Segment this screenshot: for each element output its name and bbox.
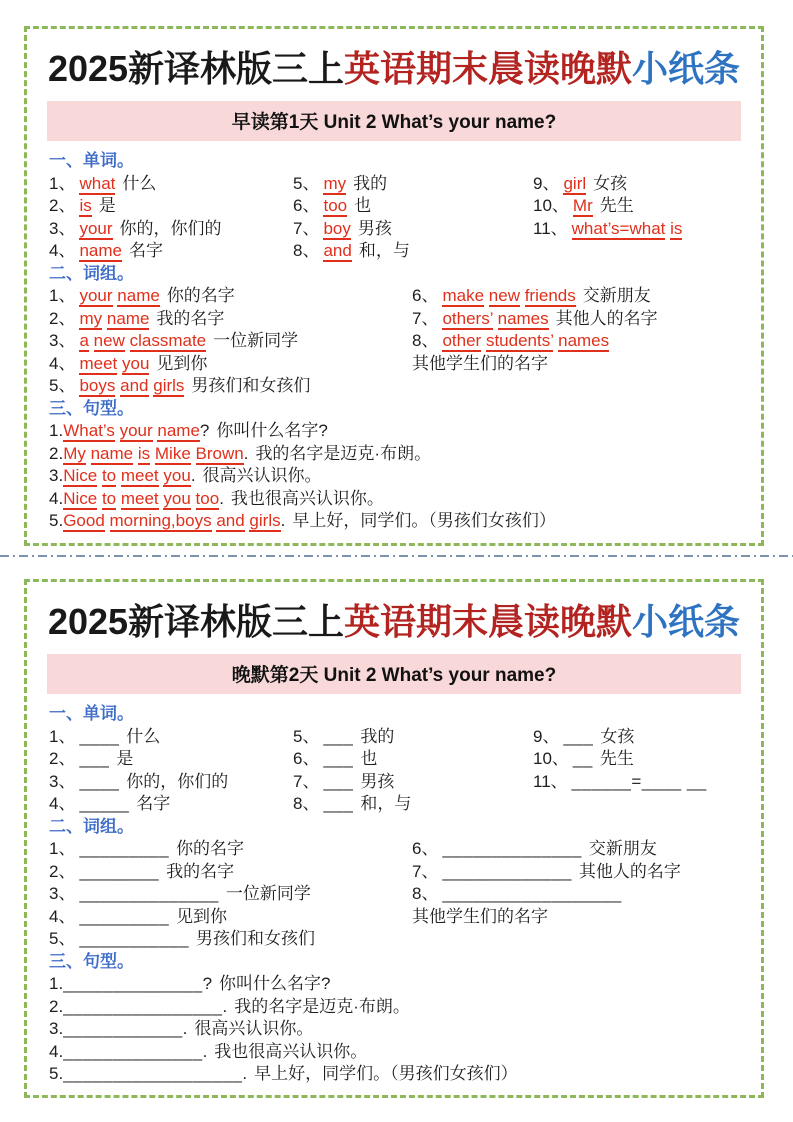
answer-blank: ________ bbox=[79, 861, 160, 881]
word-item bbox=[49, 726, 293, 749]
chinese-meaning: 我也很高兴认识你。 bbox=[230, 488, 384, 508]
item-number: 1. bbox=[49, 421, 64, 441]
item-number: 5. bbox=[49, 511, 64, 531]
phrase-item bbox=[49, 838, 412, 861]
item-number: 2、 bbox=[49, 308, 76, 328]
underlined-word: friends bbox=[524, 286, 576, 306]
chinese-meaning: 我的名字 bbox=[166, 861, 235, 881]
answer-blank: ______________ bbox=[442, 839, 582, 859]
word-item bbox=[293, 793, 533, 816]
answer-blank: ____ bbox=[79, 726, 120, 746]
item-number: 10、 bbox=[533, 196, 569, 216]
words-column bbox=[49, 726, 293, 816]
words-grid bbox=[49, 173, 749, 263]
underlined-word: girls bbox=[153, 376, 185, 396]
phrase-item bbox=[49, 375, 412, 398]
chinese-meaning: 和，与 bbox=[360, 794, 412, 814]
phrase-item bbox=[412, 883, 749, 906]
english-answer bbox=[79, 219, 112, 240]
underlined-word: to bbox=[101, 466, 117, 486]
underlined-word: is bbox=[137, 443, 151, 463]
underlined-word: Brown bbox=[195, 443, 244, 463]
word-item bbox=[49, 240, 293, 263]
sentences-list bbox=[49, 973, 749, 1086]
underlined-word: and bbox=[216, 511, 245, 531]
english-answer bbox=[79, 286, 159, 307]
phrase-item bbox=[412, 838, 749, 861]
chinese-meaning: 你叫什么名字? bbox=[219, 974, 331, 994]
chinese-continuation: 其他学生们的名字 bbox=[412, 906, 548, 926]
underlined-word: is bbox=[79, 196, 92, 216]
item-number: 1、 bbox=[49, 173, 76, 193]
phrases-heading: 二、词组。 bbox=[49, 816, 134, 836]
item-number: 1、 bbox=[49, 286, 76, 306]
answer-blank: _____________ bbox=[442, 861, 572, 881]
section-banner: 早读第1天 Unit 2 What’s your name? bbox=[47, 101, 741, 141]
underlined-word: meet bbox=[120, 488, 159, 508]
answer-blank: ___________ bbox=[79, 929, 189, 949]
answer-blank: ______________ bbox=[63, 974, 203, 994]
word-item bbox=[293, 218, 533, 241]
english-answer bbox=[442, 309, 548, 330]
underlined-word: girl bbox=[563, 173, 587, 193]
item-number: 2、 bbox=[49, 861, 76, 881]
word-item bbox=[293, 748, 533, 771]
underlined-word: names bbox=[558, 331, 610, 351]
underlined-word: names bbox=[497, 308, 549, 328]
phrase-item bbox=[49, 353, 412, 376]
item-number: 3. bbox=[49, 1019, 64, 1039]
item-number: 4、 bbox=[49, 906, 76, 926]
english-answer bbox=[63, 511, 280, 532]
underlined-word: meet bbox=[79, 353, 118, 373]
words-column bbox=[293, 726, 533, 816]
chinese-continuation: 其他学生们的名字 bbox=[412, 353, 548, 373]
chinese-meaning: 是 bbox=[98, 196, 116, 216]
phrase-item bbox=[412, 330, 749, 353]
word-item bbox=[49, 218, 293, 241]
word-item bbox=[49, 771, 293, 794]
phrases-column bbox=[49, 285, 412, 398]
chinese-meaning: 什么 bbox=[122, 173, 157, 193]
english-answer bbox=[323, 196, 347, 217]
chinese-meaning: 很高兴认识你。 bbox=[194, 1019, 314, 1039]
english-answer bbox=[323, 219, 350, 240]
words-heading: 一、单词。 bbox=[49, 151, 134, 171]
sentence-punctuation: . bbox=[202, 1041, 208, 1061]
item-number: 6、 bbox=[293, 196, 320, 216]
english-answer bbox=[79, 376, 184, 397]
chinese-meaning: 早上好，同学们。（男孩们女孩们） bbox=[292, 511, 556, 531]
chinese-meaning: 你叫什么名字? bbox=[216, 421, 328, 441]
answer-blank: ___ bbox=[323, 794, 354, 814]
chinese-meaning: 一位新同学 bbox=[225, 884, 311, 904]
underlined-word: name bbox=[90, 443, 134, 463]
answer-blank: ___ bbox=[323, 771, 354, 791]
word-item bbox=[533, 748, 749, 771]
item-number: 6、 bbox=[293, 749, 320, 769]
sentences-heading: 三、句型。 bbox=[49, 951, 134, 971]
answer-blank: _________ bbox=[79, 906, 170, 926]
chinese-meaning: 男孩 bbox=[357, 218, 392, 238]
phrases-column bbox=[412, 285, 749, 398]
sentence-punctuation: . bbox=[182, 1019, 188, 1039]
item-number: 2、 bbox=[49, 749, 76, 769]
title-part-note: 小纸条 bbox=[632, 601, 741, 642]
underlined-word: meet bbox=[120, 466, 159, 486]
english-answer bbox=[573, 196, 593, 217]
worksheet-card-morning bbox=[24, 26, 764, 546]
cut-line-divider bbox=[0, 555, 793, 557]
chinese-meaning: 见到你 bbox=[156, 353, 208, 373]
chinese-meaning: 我也很高兴认识你。 bbox=[214, 1041, 368, 1061]
chinese-meaning: 交新朋友 bbox=[588, 839, 657, 859]
underlined-word: too bbox=[323, 196, 348, 216]
answer-blank: __________________ bbox=[442, 884, 622, 904]
word-item bbox=[293, 195, 533, 218]
item-number: 8、 bbox=[412, 884, 439, 904]
english-answer bbox=[79, 241, 122, 262]
chinese-meaning: 是 bbox=[116, 749, 134, 769]
phrase-item bbox=[49, 928, 412, 951]
section-banner: 晚默第2天 Unit 2 What’s your name? bbox=[47, 654, 741, 694]
phrase-item bbox=[49, 906, 412, 929]
chinese-meaning: 名字 bbox=[136, 794, 171, 814]
chinese-meaning: 先生 bbox=[599, 749, 634, 769]
sentence-punctuation: ? bbox=[202, 974, 213, 994]
underlined-word: my bbox=[323, 173, 347, 193]
word-item bbox=[49, 173, 293, 196]
english-answer bbox=[572, 219, 683, 240]
english-answer bbox=[79, 196, 91, 217]
underlined-word: name bbox=[79, 241, 122, 261]
word-item bbox=[533, 173, 749, 196]
sentence-punctuation: . bbox=[243, 443, 249, 463]
answer-blank: ___ bbox=[79, 749, 110, 769]
sentence-item bbox=[49, 996, 749, 1019]
chinese-meaning: 你的，你们的 bbox=[126, 771, 229, 791]
item-number: 4. bbox=[49, 488, 64, 508]
english-answer bbox=[79, 174, 115, 195]
item-number: 8、 bbox=[293, 241, 320, 261]
item-number: 1、 bbox=[49, 839, 76, 859]
answer-blank: ___ bbox=[323, 749, 354, 769]
answer-blank: ______________ bbox=[63, 1041, 203, 1061]
underlined-word: boy bbox=[323, 218, 351, 238]
answer-blank: ___ bbox=[563, 726, 594, 746]
chinese-meaning: 我的 bbox=[353, 173, 388, 193]
chinese-meaning: 和，与 bbox=[358, 241, 410, 261]
english-answer bbox=[442, 331, 609, 352]
answer-blank: _________ bbox=[79, 839, 170, 859]
chinese-meaning: 女孩 bbox=[600, 726, 635, 746]
title-part-note: 小纸条 bbox=[632, 48, 741, 89]
answer-blank: __________________ bbox=[63, 1064, 243, 1084]
underlined-word: name bbox=[106, 308, 150, 328]
chinese-meaning: 也 bbox=[354, 196, 372, 216]
english-answer bbox=[323, 174, 346, 195]
item-number: 3. bbox=[49, 466, 64, 486]
underlined-word: you bbox=[163, 466, 191, 486]
word-item bbox=[533, 195, 749, 218]
chinese-meaning: 男孩们和女孩们 bbox=[191, 376, 311, 396]
underlined-word: a bbox=[79, 331, 89, 351]
word-item bbox=[533, 218, 749, 241]
item-number: 7、 bbox=[412, 861, 439, 881]
worksheet-card-evening bbox=[24, 579, 764, 1098]
item-number: 4、 bbox=[49, 794, 76, 814]
item-number: 5、 bbox=[49, 376, 76, 396]
underlined-word: your bbox=[79, 218, 113, 238]
worksheet-content bbox=[27, 694, 761, 1086]
word-item bbox=[49, 793, 293, 816]
underlined-word: make bbox=[442, 286, 485, 306]
sentence-punctuation: . bbox=[280, 511, 286, 531]
underlined-word: Good bbox=[63, 511, 105, 531]
item-number: 9、 bbox=[533, 726, 560, 746]
underlined-word: boys bbox=[79, 376, 116, 396]
phrase-item bbox=[412, 308, 749, 331]
answer-blank: ________________ bbox=[63, 996, 223, 1016]
sentence-item bbox=[49, 1063, 749, 1086]
phrase-item bbox=[412, 906, 749, 929]
item-number: 4. bbox=[49, 1041, 64, 1061]
item-number: 10、 bbox=[533, 749, 569, 769]
underlined-word: and bbox=[120, 376, 149, 396]
chinese-meaning: 你的，你们的 bbox=[119, 218, 222, 238]
underlined-word: to bbox=[101, 488, 117, 508]
item-number: 11、 bbox=[533, 218, 568, 238]
sentence-item bbox=[49, 510, 749, 533]
chinese-meaning: 早上好，同学们。（男孩们女孩们） bbox=[254, 1064, 518, 1084]
page-title bbox=[33, 48, 755, 89]
item-number: 8、 bbox=[412, 331, 439, 351]
answer-blank: ______________ bbox=[79, 884, 219, 904]
words-column bbox=[49, 173, 293, 263]
underlined-word: morning,boys bbox=[109, 511, 212, 531]
chinese-meaning: 先生 bbox=[599, 196, 634, 216]
underlined-word: name bbox=[157, 421, 200, 441]
english-answer bbox=[323, 241, 351, 262]
underlined-word: other bbox=[442, 331, 482, 351]
underlined-word: Mike bbox=[154, 443, 191, 463]
underlined-word: new bbox=[488, 286, 520, 306]
sentences-heading: 三、句型。 bbox=[49, 398, 134, 418]
underlined-word: students’ bbox=[485, 331, 554, 351]
worksheet-content bbox=[27, 141, 761, 533]
title-part-subject: 英语期末晨读晚默 bbox=[344, 48, 633, 89]
english-answer bbox=[79, 354, 149, 375]
item-number: 11、 bbox=[533, 771, 568, 791]
underlined-word: classmate bbox=[129, 331, 207, 351]
sentence-item bbox=[49, 1041, 749, 1064]
chinese-meaning: 我的 bbox=[360, 726, 395, 746]
sentence-item bbox=[49, 1018, 749, 1041]
chinese-meaning: 很高兴认识你。 bbox=[202, 466, 322, 486]
phrase-item bbox=[412, 285, 749, 308]
item-number: 5. bbox=[49, 1064, 64, 1084]
word-item bbox=[293, 240, 533, 263]
chinese-meaning: 我的名字是迈克·布朗。 bbox=[234, 996, 410, 1016]
sentence-punctuation: . bbox=[190, 466, 196, 486]
phrase-item bbox=[49, 861, 412, 884]
chinese-meaning: 交新朋友 bbox=[582, 286, 651, 306]
english-answer bbox=[63, 466, 191, 487]
item-number: 8、 bbox=[293, 794, 320, 814]
underlined-word: My bbox=[63, 443, 86, 463]
chinese-meaning: 一位新同学 bbox=[213, 331, 299, 351]
item-number: 3、 bbox=[49, 331, 76, 351]
word-item bbox=[49, 195, 293, 218]
word-item bbox=[293, 726, 533, 749]
underlined-word: what bbox=[79, 173, 116, 193]
sentence-punctuation: . bbox=[242, 1064, 248, 1084]
sentence-punctuation: . bbox=[222, 996, 228, 1016]
underlined-word: and bbox=[323, 241, 352, 261]
chinese-meaning: 女孩 bbox=[593, 173, 628, 193]
chinese-meaning: 什么 bbox=[126, 726, 161, 746]
word-item bbox=[533, 771, 749, 794]
sentence-item bbox=[49, 465, 749, 488]
answer-blank: _____ bbox=[79, 794, 130, 814]
item-number: 4、 bbox=[49, 241, 76, 261]
chinese-meaning: 你的名字 bbox=[176, 839, 245, 859]
title-part-edition: 2025新译林版三上 bbox=[47, 601, 345, 642]
words-column bbox=[293, 173, 533, 263]
sentence-punctuation: ? bbox=[199, 421, 210, 441]
english-answer bbox=[442, 286, 575, 307]
underlined-word: you bbox=[122, 353, 150, 373]
word-item bbox=[293, 173, 533, 196]
chinese-meaning: 我的名字是迈克·布朗。 bbox=[255, 443, 432, 463]
underlined-word: girls bbox=[249, 511, 281, 531]
item-number: 3、 bbox=[49, 218, 76, 238]
words-grid bbox=[49, 726, 749, 816]
item-number: 6、 bbox=[412, 286, 439, 306]
title-part-edition: 2025新译林版三上 bbox=[47, 48, 345, 89]
sentence-item bbox=[49, 488, 749, 511]
underlined-word: my bbox=[79, 308, 103, 328]
item-number: 3、 bbox=[49, 771, 76, 791]
chinese-meaning: 其他人的名字 bbox=[578, 861, 681, 881]
answer-blank: ___ bbox=[323, 726, 354, 746]
words-heading: 一、单词。 bbox=[49, 704, 134, 724]
answer-blank: ____________ bbox=[63, 1019, 183, 1039]
english-answer bbox=[79, 309, 149, 330]
sentence-item bbox=[49, 420, 749, 443]
phrases-grid bbox=[49, 838, 749, 951]
item-number: 7、 bbox=[412, 308, 439, 328]
phrases-column bbox=[49, 838, 412, 951]
chinese-meaning: 见到你 bbox=[176, 906, 228, 926]
underlined-word: Nice bbox=[63, 466, 98, 486]
phrase-item bbox=[49, 308, 412, 331]
phrase-item bbox=[49, 285, 412, 308]
english-answer bbox=[63, 444, 244, 465]
answer-blank: __ bbox=[572, 749, 593, 769]
words-column bbox=[533, 726, 749, 816]
chinese-meaning: 男孩们和女孩们 bbox=[195, 929, 315, 949]
title-part-subject: 英语期末晨读晚默 bbox=[344, 601, 633, 642]
underlined-word: what’s=what bbox=[571, 218, 666, 238]
chinese-meaning: 名字 bbox=[129, 241, 163, 261]
item-number: 4、 bbox=[49, 353, 76, 373]
word-item bbox=[293, 771, 533, 794]
english-answer bbox=[63, 421, 200, 442]
item-number: 5、 bbox=[293, 173, 320, 193]
phrases-grid bbox=[49, 285, 749, 398]
underlined-word: you bbox=[163, 488, 191, 508]
sentence-item bbox=[49, 973, 749, 996]
phrase-item bbox=[49, 330, 412, 353]
chinese-meaning: 也 bbox=[360, 749, 378, 769]
chinese-meaning: 男孩 bbox=[360, 771, 395, 791]
item-number: 2、 bbox=[49, 196, 76, 216]
sentence-item bbox=[49, 443, 749, 466]
underlined-word: your bbox=[79, 286, 113, 306]
english-answer bbox=[79, 331, 206, 352]
underlined-word: Mr bbox=[572, 196, 593, 216]
item-number: 1. bbox=[49, 974, 64, 994]
chinese-meaning: 其他人的名字 bbox=[555, 308, 658, 328]
answer-blank: ______=____ __ bbox=[571, 771, 707, 791]
item-number: 2. bbox=[49, 996, 64, 1016]
underlined-word: new bbox=[93, 331, 125, 351]
phrases-column bbox=[412, 838, 749, 951]
page-title bbox=[33, 601, 755, 642]
underlined-word: others’ bbox=[442, 308, 493, 328]
item-number: 2. bbox=[49, 443, 64, 463]
underlined-word: What’s bbox=[63, 421, 115, 441]
item-number: 7、 bbox=[293, 771, 320, 791]
phrase-item bbox=[412, 861, 749, 884]
word-item bbox=[49, 748, 293, 771]
item-number: 3、 bbox=[49, 884, 76, 904]
word-item bbox=[533, 726, 749, 749]
underlined-word: name bbox=[117, 286, 160, 306]
sentence-punctuation: . bbox=[219, 488, 224, 508]
phrase-item bbox=[49, 883, 412, 906]
answer-blank: ____ bbox=[79, 771, 120, 791]
phrases-heading: 二、词组。 bbox=[49, 263, 134, 283]
item-number: 1、 bbox=[49, 726, 76, 746]
english-answer bbox=[63, 489, 219, 510]
english-answer bbox=[563, 174, 586, 195]
chinese-meaning: 我的名字 bbox=[156, 308, 225, 328]
underlined-word: too bbox=[195, 488, 220, 508]
item-number: 6、 bbox=[412, 839, 439, 859]
item-number: 9、 bbox=[533, 173, 560, 193]
words-column bbox=[533, 173, 749, 263]
item-number: 7、 bbox=[293, 218, 320, 238]
item-number: 5、 bbox=[293, 726, 320, 746]
underlined-word: your bbox=[119, 421, 153, 441]
sentences-list bbox=[49, 420, 749, 533]
underlined-word: is bbox=[670, 218, 683, 238]
chinese-meaning: 你的名字 bbox=[166, 286, 235, 306]
phrase-item bbox=[412, 353, 749, 376]
underlined-word: Nice bbox=[63, 488, 98, 508]
item-number: 5、 bbox=[49, 929, 76, 949]
